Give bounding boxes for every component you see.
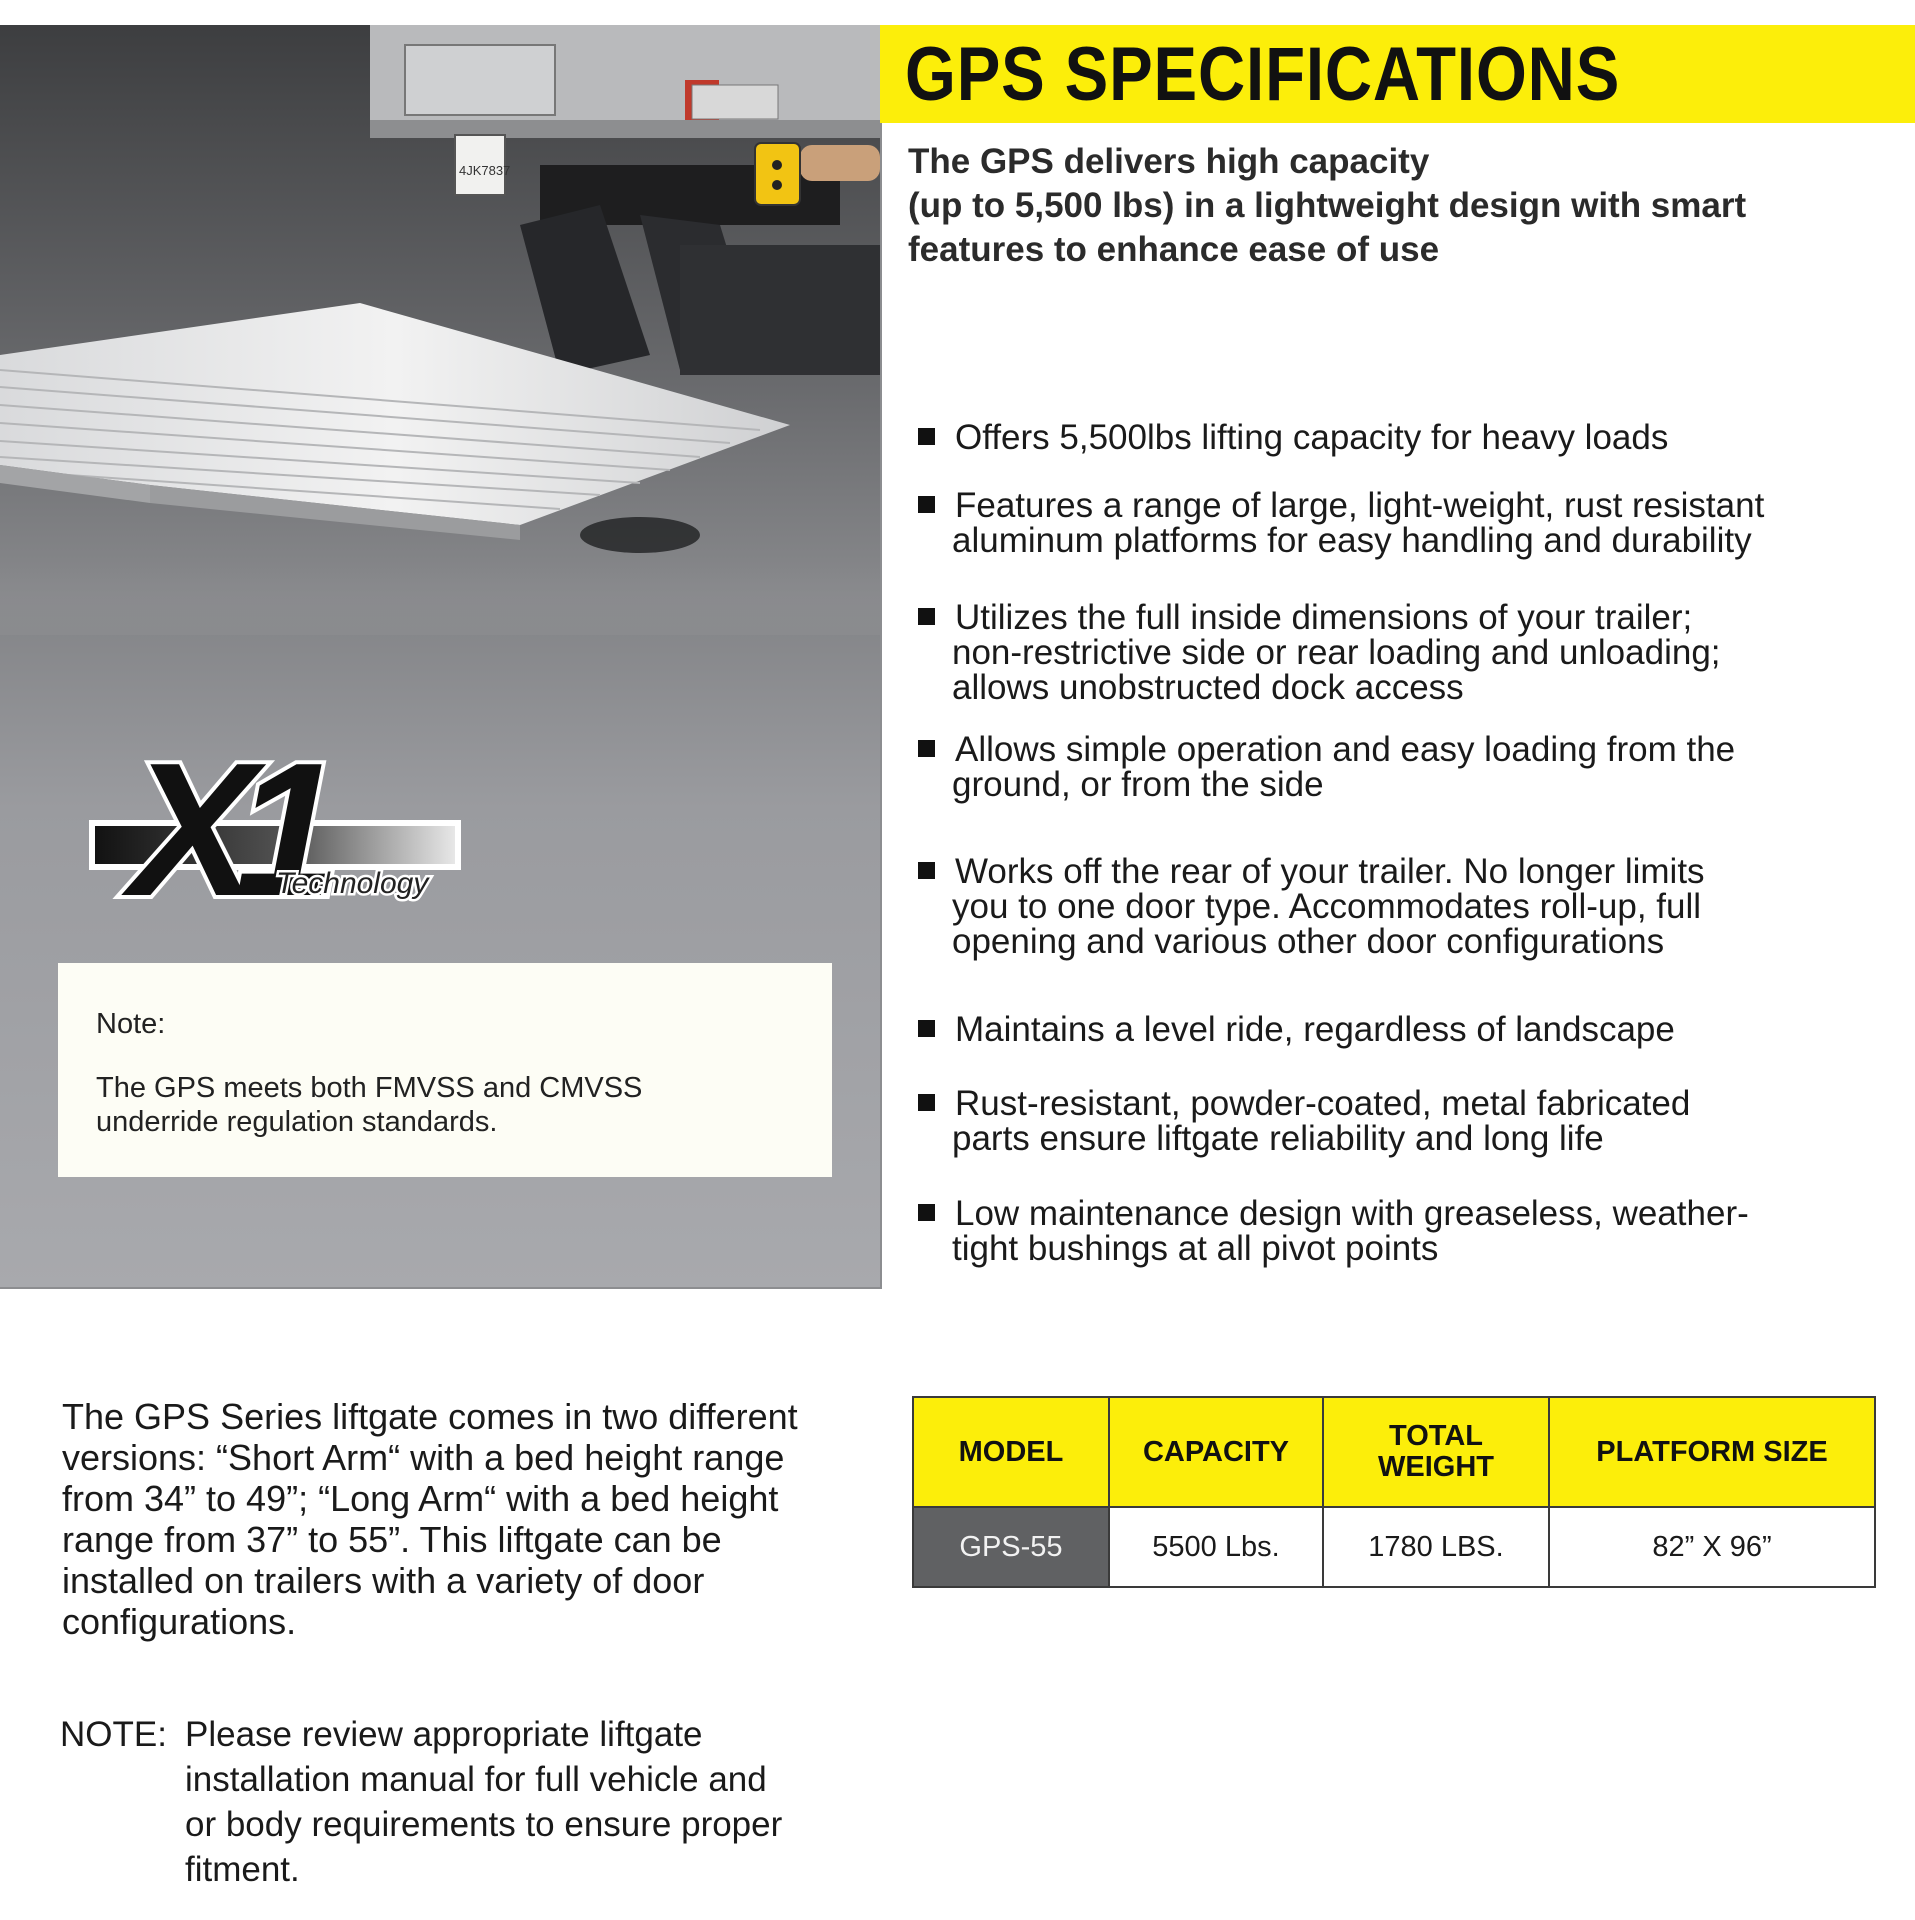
note-line: The GPS meets both FMVSS and CMVSS (96, 1072, 643, 1104)
description-line: versions: “Short Arm“ with a bed height range (62, 1437, 785, 1478)
plate-text: 4JK7837 (459, 163, 511, 178)
compliance-note (58, 963, 832, 1177)
square-bullet-icon (918, 862, 935, 879)
installation-note-line: installation manual for full vehicle and (185, 1760, 767, 1799)
installation-note-line: or body requirements to ensure proper (185, 1805, 783, 1844)
square-bullet-icon (918, 1204, 935, 1221)
installation-note-label: NOTE: (60, 1715, 167, 1754)
x1-technology-logo (88, 715, 468, 915)
feature-item: Maintains a level ride, regardless of landscape (918, 1012, 1898, 1047)
product-panel (0, 25, 882, 1289)
table-row (913, 1507, 1875, 1587)
square-bullet-icon (918, 1094, 935, 1111)
note-line: underride regulation standards. (96, 1106, 498, 1138)
description-line: range from 37” to 55”. This liftgate can be (62, 1519, 722, 1560)
cell-platform: 82” X 96” (1549, 1507, 1875, 1587)
installation-note-line: fitment. (185, 1850, 300, 1889)
note-title: Note: (96, 1008, 166, 1040)
specifications-table (912, 1396, 1876, 1588)
square-bullet-icon (918, 496, 935, 513)
intro-line: features to enhance ease of use (908, 230, 1440, 269)
cell-capacity: 5500 Lbs. (1109, 1507, 1323, 1587)
header-capacity: CAPACITY (1109, 1397, 1323, 1507)
description-line: installed on trailers with a variety of door (62, 1560, 705, 1601)
series-description (62, 1396, 892, 1642)
header-model: MODEL (913, 1397, 1109, 1507)
intro-line: (up to 5,500 lbs) in a lightweight design with smart (908, 186, 1747, 225)
intro-text (908, 140, 1868, 272)
header-total-weight: TOTAL WEIGHT (1323, 1397, 1549, 1507)
page-title: GPS SPECIFICATIONS (905, 32, 1621, 117)
feature-item: Utilizes the full inside dimensions of your trailer; non-restrictive side or rear loading and unloading; allows unobstructed dock access (918, 600, 1898, 705)
header-platform-size: PLATFORM SIZE (1549, 1397, 1875, 1507)
square-bullet-icon (918, 428, 935, 445)
note-body (96, 1071, 794, 1139)
feature-item: Low maintenance design with greaseless, weather- tight bushings at all pivot points (918, 1196, 1898, 1266)
installation-note-line: Please review appropriate liftgate (185, 1715, 703, 1754)
installation-note-body (185, 1712, 885, 1892)
feature-item: Offers 5,500lbs lifting capacity for heavy loads (918, 420, 1898, 455)
feature-item: Rust-resistant, powder-coated, metal fabricated parts ensure liftgate reliability and long life (918, 1086, 1898, 1156)
table-header-row (913, 1397, 1875, 1507)
square-bullet-icon (918, 1020, 935, 1037)
intro-line: The GPS delivers high capacity (908, 142, 1430, 181)
cell-weight: 1780 LBS. (1323, 1507, 1549, 1587)
title-bar (880, 25, 1915, 123)
square-bullet-icon (918, 608, 935, 625)
description-line: from 34” to 49”; “Long Arm“ with a bed height (62, 1478, 779, 1519)
feature-item: Allows simple operation and easy loading from the ground, or from the side (918, 732, 1898, 802)
description-line: configurations. (62, 1601, 297, 1642)
feature-item: Works off the rear of your trailer. No longer limits you to one door type. Accommodates roll-up, full opening and various other door configurations (918, 854, 1898, 959)
liftgate-photo (0, 25, 880, 635)
feature-item: Features a range of large, light-weight, rust resistant aluminum platforms for easy handling and durability (918, 488, 1898, 558)
logo-mark: X1 (130, 724, 319, 915)
description-line: The GPS Series liftgate comes in two different (62, 1396, 798, 1437)
logo-subtitle: Technology (276, 867, 429, 900)
square-bullet-icon (918, 740, 935, 757)
cell-model: GPS-55 (913, 1507, 1109, 1587)
